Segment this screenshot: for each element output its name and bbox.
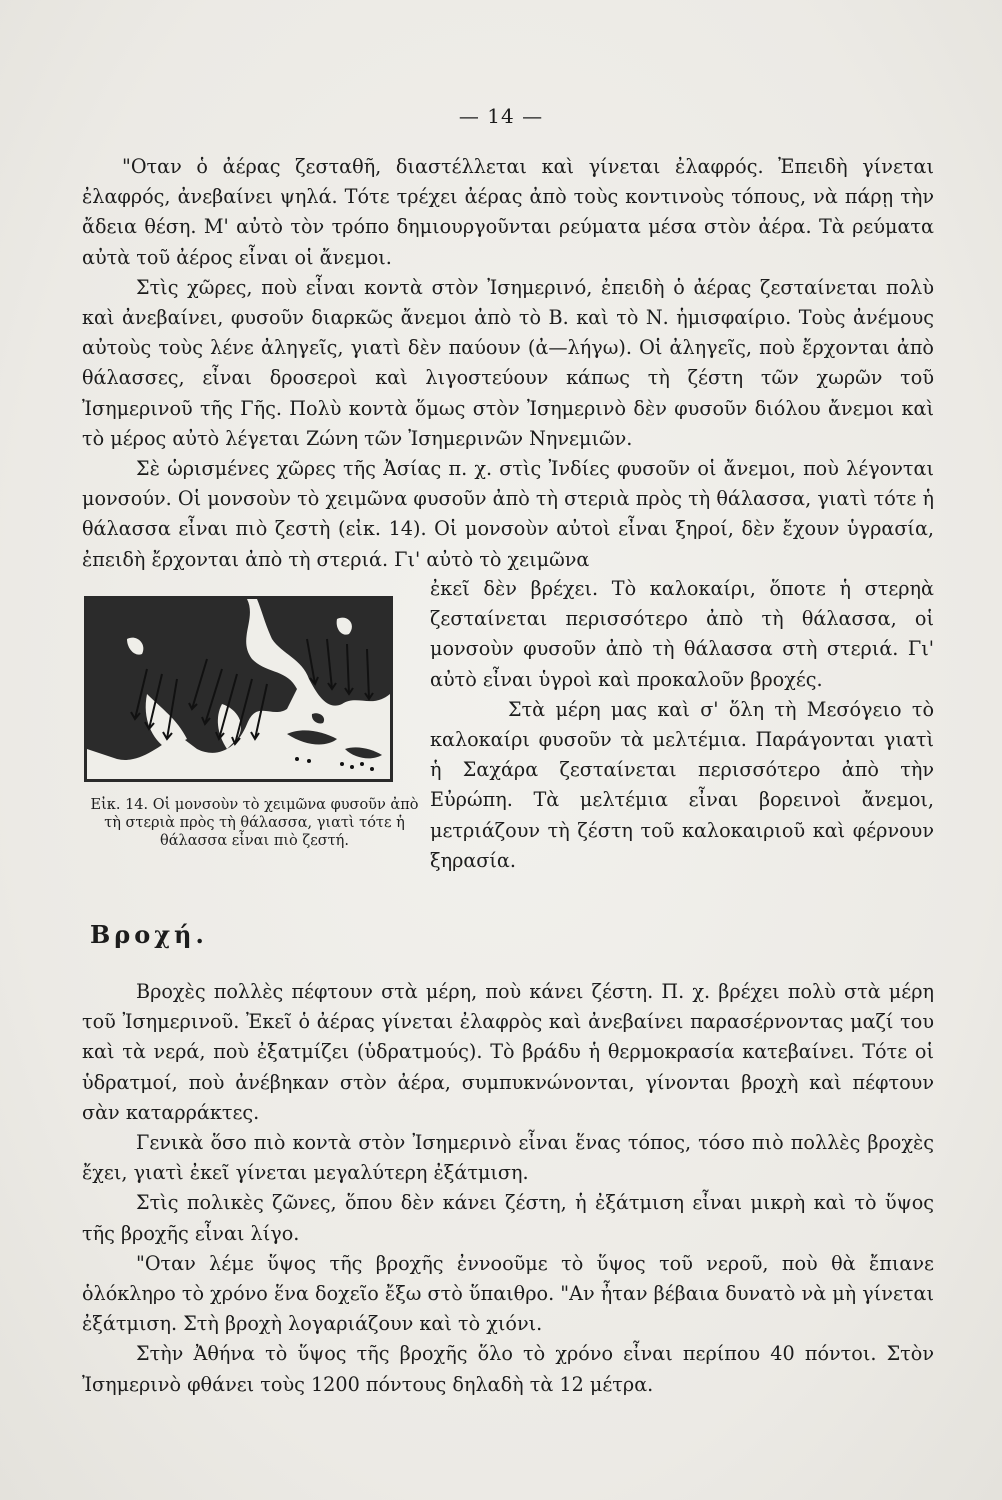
paragraph-monsoons: Σὲ ὡρισμένες χῶρες τῆς Ἀσίας π. χ. στὶς Ἰνδίες φυσοῦν οἱ ἄνεμοι, ποὺ λέγονται μονσούν. Οἱ μονσοὺν τὸ χειμῶνα φυσοῦν ἀπὸ τὴ στεριὰ πρὸς τὴ θάλασσα, γιατὶ τότε ἡ θάλασσα εἶναι πιὸ ζεστὴ (εἰκ. 14). Οἱ μονσοὺν αὐτοὶ εἶναι ξηροί, δὲν ἔχουν ὑγρασία, ἐπειδὴ ἔρχονται ἀπὸ τὴ στεριά. Γι' αὐτὸ τὸ χειμῶνα — [82, 457, 934, 571]
paragraph-monsoon-summer: ἐκεῖ δὲν βρέχει. Τὸ καλοκαίρι, ὅποτε ἡ στερηὰ ζεσταίνεται περισσότερο ἀπὸ τὴ θάλασσα, οἱ μονσοὺν φυσοῦν ἀπὸ τὴ θάλασσα στὴ στεριά. Γι' αὐτὸ εἶναι ὑγροὶ καὶ προκαλοῦν βροχές. — [430, 577, 934, 691]
monsoon-map-icon — [87, 599, 390, 779]
wind-section-text — [82, 152, 934, 575]
figure-14 — [82, 596, 422, 850]
paragraph-rain-athens: Στὴν Ἀθήνα τὸ ὕψος τῆς βροχῆς ὅλο τὸ χρόνο εἶναι περίπου 40 πόντοι. Στὸν Ἰσημερινὸ φθάνει τοὺς 1200 πόντους δηλαδὴ τὰ 12 μέτρα. — [82, 1342, 934, 1396]
paragraph-rain-polar: Στὶς πολικὲς ζῶνες, ὅπου δὲν κάνει ζέστη, ἡ ἐξάτμιση εἶναι μικρὴ καὶ τὸ ὕψος τῆς βροχῆς εἶναι λίγο. — [82, 1191, 934, 1245]
page-number: — 14 — — [458, 104, 544, 128]
monsoon-map-illustration — [84, 596, 393, 782]
rain-section-text — [82, 977, 934, 1400]
paragraph-trade-winds: Στὶς χῶρες, ποὺ εἶναι κοντὰ στὸν Ἰσημερινό, ἐπειδὴ ὁ ἀέρας ζεσταίνεται πολὺ καὶ ἀνεβαίνει, φυσοῦν διαρκῶς ἄνεμοι ἀπὸ τὸ Β. καὶ τὸ Ν. ἡμισφαίριο. Τοὺς ἀνέμους αὐτοὺς τοὺς λένε ἀληγεῖς, γιατὶ δὲν παύουν (ἀ—λήγω). Οἱ ἀληγεῖς, ποὺ ἔρχονται ἀπὸ θάλασσες, εἶναι δροσεροὶ καὶ λιγοστεύουν κάπως τὴ ζέστη τῶν χωρῶν τοῦ Ἰσημερινοῦ τῆς Γῆς. Πολὺ κοντὰ ὅμως στὸν Ἰσημερινὸ δὲν φυσοῦν διόλου ἄνεμοι καὶ τὸ μέρος αὐτὸ λέγεται Ζώνη τῶν Ἰσημερινῶν Νηνεμιῶν. — [82, 275, 934, 450]
paragraph-rain-equator: Γενικὰ ὅσο πιὸ κοντὰ στὸν Ἰσημερινὸ εἶναι ἕνας τόπος, τόσο πιὸ πολλὲς βροχὲς ἔχει, γιατὶ ἐκεῖ γίνεται μεγαλύτερη ἐξάτμιση. — [82, 1131, 934, 1185]
paragraph-meltemia: Στὰ μέρη μας καὶ σ' ὅλη τὴ Μεσόγειο τὸ καλοκαίρι φυσοῦν τὰ μελτέμια. Παράγονται γιατὶ ἡ Σαχάρα ζεσταίνεται περισσότερο ἀπὸ τὴν Εὐρώπη. Τὰ μελτέμια εἶναι βορεινοὶ ἄνεμοι, μετριάζουν τὴ ζέστη τοῦ καλοκαιριοῦ καὶ φέρνουν ξηρασία. — [430, 697, 934, 872]
paragraph-air-currents: "Οταν ὁ ἀέρας ζεσταθῆ, διαστέλλεται καὶ γίνεται ἐλαφρός. Ἐπειδὴ γίνεται ἐλαφρός, ἀνεβαίνει ψηλά. Τότε τρέχει ἀέρας ἀπὸ τοὺς κοντινοὺς τόπους, νὰ πάρῃ τὴν ἄδεια θέση. Μ' αὐτὸ τὸν τρόπο δημιουργοῦνται ρεύματα μέσα στὸν ἀέρα. Τὰ ρεύματα αὐτὰ τοῦ ἀέρος εἶναι οἱ ἄνεμοι. — [82, 155, 934, 269]
paragraph-rain-heat: Βροχὲς πολλὲς πέφτουν στὰ μέρη, ποὺ κάνει ζέστη. Π. χ. βρέχει πολὺ στὰ μέρη τοῦ Ἰσημερινοῦ. Ἐκεῖ ὁ ἀέρας γίνεται ἐλαφρὸς καὶ ἀνεβαίνει παρασέρνοντας μαζί του καὶ τὰ νερά, ποὺ ἐξατμίζει (ὑδρατμούς). Τὸ βράδυ ἡ θερμοκρασία κατεβαίνει. Τότε οἱ ὑδρατμοί, ποὺ ἀνέβηκαν στὸν ἀέρα, συμπυκνώνονται, γίνονται βροχὴ καὶ πέφτουν σὰν καταρράκτες. — [82, 980, 934, 1124]
wrap-text-column — [430, 574, 934, 876]
paragraph-rain-height: "Οταν λέμε ὕψος τῆς βροχῆς ἐννοοῦμε τὸ ὕψος τοῦ νεροῦ, ποὺ θὰ ἔπιανε ὁλόκληρο τὸ χρόνο ἕνα δοχεῖο ἔξω στὸ ὕπαιθρο. "Αν ἦταν βέβαια δυνατὸ νὰ μὴ γίνεται ἐξάτμιση. Στὴ βροχὴ λογαριάζουν καὶ τὸ χιόνι. — [82, 1251, 934, 1336]
figure-caption: Εἰκ. 14. Οἱ μονσοὺν τὸ χειμῶνα φυσοῦν ἀπὸ τὴ στεριὰ πρὸς τὴ θάλασσα, γιατὶ τότε ἡ θάλασσα εἶναι πιὸ ζεστή. — [90, 797, 419, 849]
section-heading-rain: Βροχή. — [90, 920, 208, 949]
figure-and-wrap-text — [82, 574, 934, 904]
